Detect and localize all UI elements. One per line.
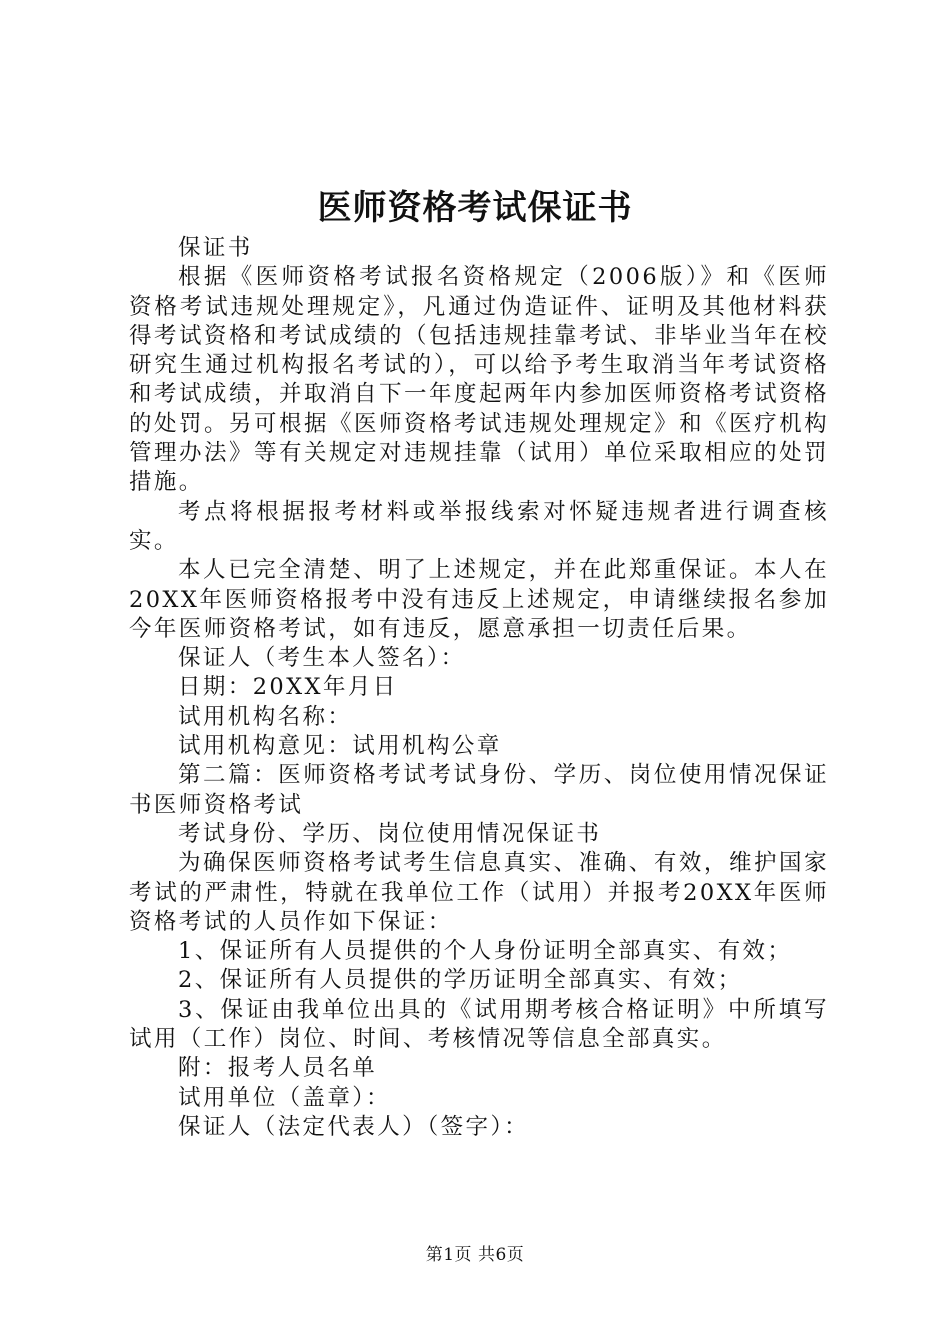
legal-representative-signature-line: 保证人（法定代表人）（签字）： <box>178 1113 530 1140</box>
paragraph-heading: 保证书 <box>178 235 253 261</box>
page-footer: 第1页 共6页 <box>425 1245 525 1265</box>
list-item: 1、保证所有人员提供的个人身份证明全部真实、有效； <box>178 938 793 965</box>
guarantor-signature-line: 保证人（考生本人签名）： <box>178 645 466 672</box>
list-item: 3、保证由我单位出具的《试用期考核合格证明》中所填写试用（工作）岗位、时间、考核情况等信息全部真实。 <box>129 996 829 1053</box>
list-item: 2、保证所有人员提供的学历证明全部真实、有效； <box>178 967 743 994</box>
paragraph-regulations: 根据《医师资格考试报名资格规定（2006版）》和《医师资格考试违规处理规定》，凡通过伪造证件、证明及其他材料获得考试资格和考试成绩的（包括违规挂靠考试、非毕业当年在校研究生通过机构报名考试的），可以给予考生取消当年考试资格和考试成绩，并取消自下一年度起两年内参加医师资格考试资格的处罚。另可根据《医师资格考试违规处理规定》和《医疗机构管理办法》等有关规定对违规挂靠（试用）单位采取相应的处罚措施。 <box>129 264 829 496</box>
document-body <box>129 234 829 1142</box>
date-line: 日期：20XX年月日 <box>178 674 398 701</box>
unit-seal-line: 试用单位（盖章）： <box>178 1084 391 1111</box>
paragraph-investigation: 考点将根据报考材料或举报线索对怀疑违规者进行调查核实。 <box>129 498 829 554</box>
section-two-subtitle: 考试身份、学历、岗位使用情况保证书 <box>178 820 602 847</box>
institution-name-line: 试用机构名称： <box>178 703 353 730</box>
institution-opinion-line: 试用机构意见：试用机构公章 <box>178 733 502 760</box>
document-title: 医师资格考试保证书 <box>317 188 633 228</box>
section-two-heading: 第二篇：医师资格考试考试身份、学历、岗位使用情况保证书医师资格考试 <box>129 762 829 818</box>
paragraph-purpose: 为确保医师资格考试考生信息真实、准确、有效，维护国家考试的严肃性，特就在我单位工作（试用）并报考20XX年医师资格考试的人员作如下保证： <box>129 850 829 935</box>
paragraph-pledge: 本人已完全清楚、明了上述规定，并在此郑重保证。本人在20XX年医师资格报考中没有违反上述规定，申请继续报名参加今年医师资格考试，如有违反，愿意承担一切责任后果。 <box>129 557 829 642</box>
attachment-line: 附：报考人员名单 <box>178 1055 378 1082</box>
